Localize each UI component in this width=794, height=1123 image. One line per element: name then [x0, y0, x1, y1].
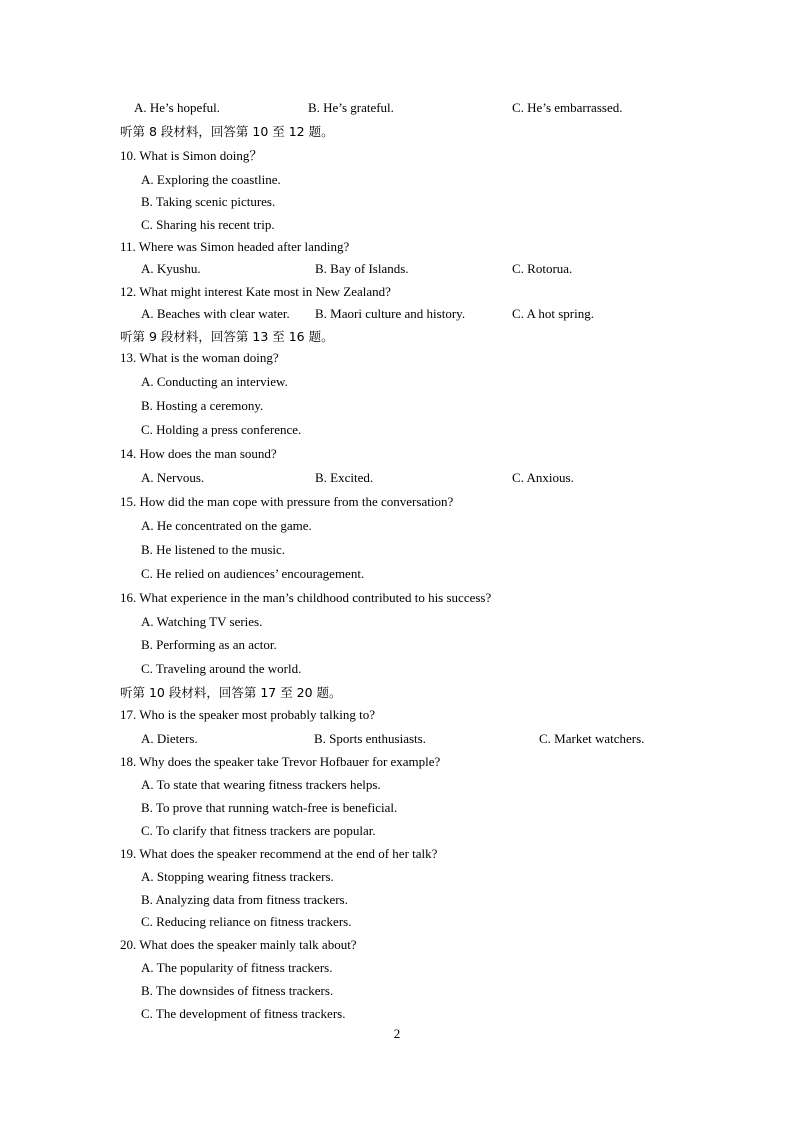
q19-option-b: B. Analyzing data from fitness trackers.: [141, 892, 348, 907]
q17-option-a: A. Dieters.: [141, 731, 198, 746]
q19-stem: 19. What does the speaker recommend at the end of her talk?: [120, 846, 438, 861]
q17-stem: 17. Who is the speaker most probably talking to?: [120, 707, 376, 722]
q16-option-a: A. Watching TV series.: [141, 614, 263, 629]
q18-stem: 18. Why does the speaker take Trevor Hofbauer for example?: [120, 754, 441, 769]
q14-option-a: A. Nervous.: [141, 470, 205, 485]
q10-option-a: A. Exploring the coastline.: [141, 172, 281, 187]
q10-stem: 10. What is Simon doing？: [120, 148, 263, 163]
page-number: 2: [393, 1026, 401, 1041]
q15-option-b: B. He listened to the music.: [141, 542, 286, 557]
q19-option-a: A. Stopping wearing fitness trackers.: [141, 869, 334, 884]
q9-option-c: C. He’s embarrassed.: [512, 100, 623, 115]
q9-option-a: A. He’s hopeful.: [134, 100, 220, 115]
section-9-heading: 听第 9 段材料，回答第 13 至 16 题。: [120, 329, 334, 344]
q15-option-c: C. He relied on audiences’ encouragement.: [141, 566, 365, 581]
q15-stem: 15. How did the man cope with pressure from the conversation?: [120, 494, 454, 509]
q10-option-b: B. Taking scenic pictures.: [141, 194, 276, 209]
q11-option-a: A. Kyushu.: [141, 261, 201, 276]
q20-stem: 20. What does the speaker mainly talk about?: [120, 937, 357, 952]
q14-option-c: C. Anxious.: [512, 470, 574, 485]
q12-option-a: A. Beaches with clear water.: [141, 306, 290, 321]
section-10-heading: 听第 10 段材料，回答第 17 至 20 题。: [120, 685, 342, 700]
q18-option-c: C. To clarify that fitness trackers are popular.: [141, 823, 376, 838]
q19-option-c: C. Reducing reliance on fitness trackers.: [141, 914, 352, 929]
q10-option-c: C. Sharing his recent trip.: [141, 217, 275, 232]
q13-stem: 13. What is the woman doing?: [120, 350, 279, 365]
q12-stem: 12. What might interest Kate most in New Zealand?: [120, 284, 391, 299]
q13-option-c: C. Holding a press conference.: [141, 422, 302, 437]
q12-option-c: C. A hot spring.: [512, 306, 594, 321]
q20-option-c: C. The development of fitness trackers.: [141, 1006, 346, 1021]
q17-option-b: B. Sports enthusiasts.: [314, 731, 426, 746]
q18-option-b: B. To prove that running watch-free is beneficial.: [141, 800, 398, 815]
q16-stem: 16. What experience in the man’s childhood contributed to his success?: [120, 590, 492, 605]
section-8-heading: 听第 8 段材料，回答第 10 至 12 题。: [120, 124, 334, 139]
q14-option-b: B. Excited.: [315, 470, 374, 485]
q20-option-b: B. The downsides of fitness trackers.: [141, 983, 334, 998]
q16-option-b: B. Performing as an actor.: [141, 637, 277, 652]
q9-option-b: B. He’s grateful.: [308, 100, 394, 115]
q14-stem: 14. How does the man sound?: [120, 446, 277, 461]
q11-stem: 11. Where was Simon headed after landing?: [120, 239, 350, 254]
q13-option-b: B. Hosting a ceremony.: [141, 398, 264, 413]
q11-option-c: C. Rotorua.: [512, 261, 573, 276]
q15-option-a: A. He concentrated on the game.: [141, 518, 312, 533]
q11-option-b: B. Bay of Islands.: [315, 261, 409, 276]
q18-option-a: A. To state that wearing fitness trackers helps.: [141, 777, 381, 792]
q17-option-c: C. Market watchers.: [539, 731, 645, 746]
q16-option-c: C. Traveling around the world.: [141, 661, 302, 676]
q20-option-a: A. The popularity of fitness trackers.: [141, 960, 333, 975]
q12-option-b: B. Maori culture and history.: [315, 306, 466, 321]
q13-option-a: A. Conducting an interview.: [141, 374, 288, 389]
